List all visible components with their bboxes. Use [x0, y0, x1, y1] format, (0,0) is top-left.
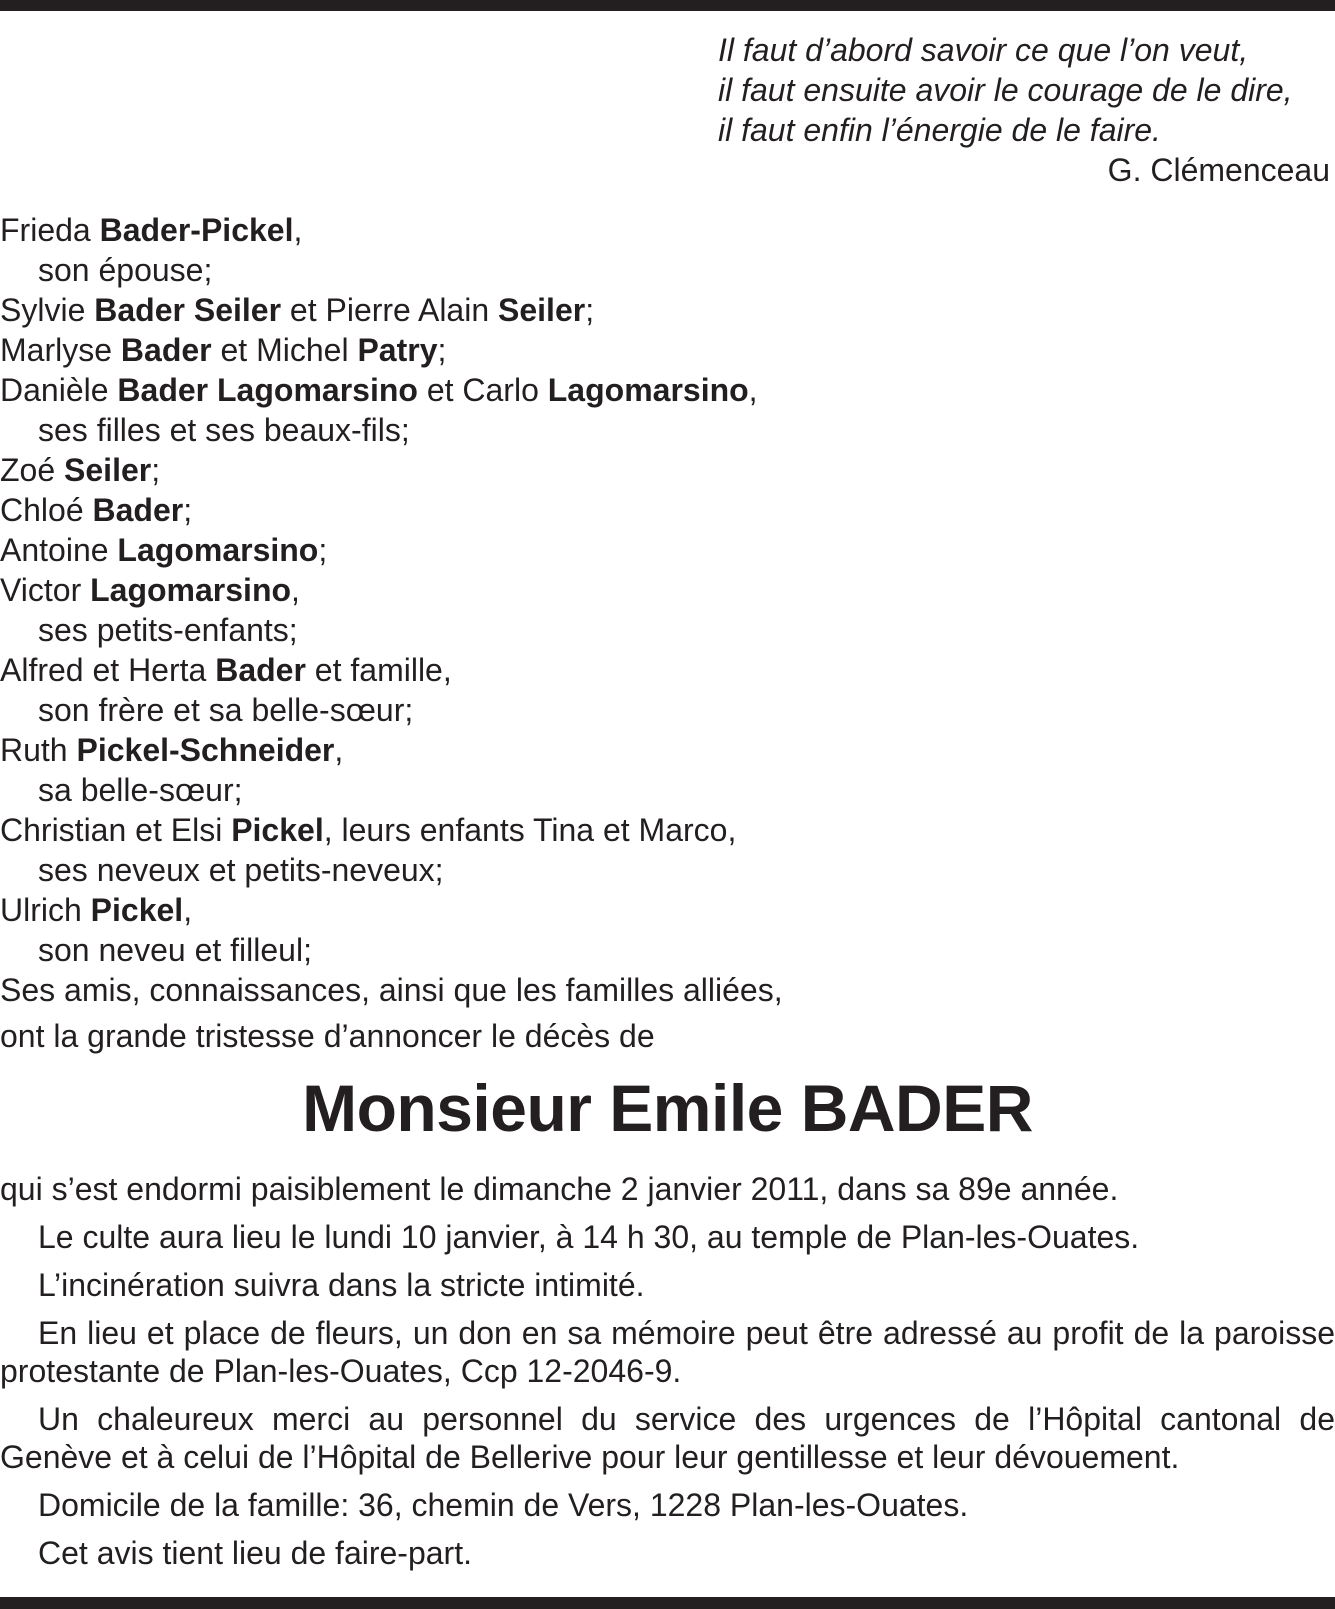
relation-label: son neveu et filleul;: [38, 932, 312, 968]
relation-label: son frère et sa belle-sœur;: [38, 692, 414, 728]
family-member: Victor Lagomarsino,: [0, 572, 300, 608]
quote-line: il faut enfin l’énergie de le faire.: [718, 112, 1161, 148]
relation-label: ses filles et ses beaux-fils;: [38, 412, 410, 448]
family-member: Danièle Bader Lagomarsino et Carlo Lagomarsino,: [0, 372, 758, 408]
family-member: Marlyse Bader et Michel Patry;: [0, 332, 447, 368]
epigraph-quote: [718, 30, 1330, 190]
paragraph: L’incinération suivra dans la stricte intimité.: [38, 1267, 645, 1303]
relation-label: ses neveux et petits-neveux;: [38, 852, 444, 888]
relation-label: sa belle-sœur;: [38, 772, 243, 808]
family-member: Zoé Seiler;: [0, 452, 161, 488]
paragraph: Un chaleureux merci au personnel du service des urgences de l’Hôpital cantonal de Genève et à celui de l’Hôpital de Bellerive pour leur gentillesse et leur dévouement.: [0, 1401, 1335, 1475]
announcement-line: ont la grande tristesse d’annoncer le décès de: [0, 1018, 655, 1054]
relation-label: son épouse;: [38, 252, 213, 288]
quote-line: il faut ensuite avoir le courage de le dire,: [718, 72, 1293, 108]
family-member: Ruth Pickel-Schneider,: [0, 732, 344, 768]
paragraph: En lieu et place de fleurs, un don en sa mémoire peut être adressé au profit de la paroisse protestante de Plan-les-Ouates, Ccp 12-2046-9.: [0, 1315, 1335, 1389]
family-member: Ulrich Pickel,: [0, 892, 193, 928]
bottom-rule: [0, 1597, 1335, 1609]
relation-label: ses petits-enfants;: [38, 612, 298, 648]
paragraph: Le culte aura lieu le lundi 10 janvier, à 14 h 30, au temple de Plan-les-Ouates.: [38, 1219, 1140, 1255]
paragraph: Domicile de la famille: 36, chemin de Vers, 1228 Plan-les-Ouates.: [38, 1487, 969, 1523]
notice-body: [0, 1170, 1335, 1582]
family-member: Chloé Bader;: [0, 492, 193, 528]
paragraph: Cet avis tient lieu de faire-part.: [38, 1535, 472, 1571]
family-member: Ses amis, connaissances, ainsi que les familles alliées,: [0, 972, 783, 1008]
paragraph: qui s’est endormi paisiblement le dimanche 2 janvier 2011, dans sa 89e année.: [0, 1171, 1119, 1207]
family-member: Antoine Lagomarsino;: [0, 532, 328, 568]
family-member: Alfred et Herta Bader et famille,: [0, 652, 452, 688]
quote-author: G. Clémenceau: [1107, 152, 1330, 188]
family-list: [0, 210, 1335, 1010]
family-member: Sylvie Bader Seiler et Pierre Alain Seiler;: [0, 292, 595, 328]
quote-line: Il faut d’abord savoir ce que l’on veut,: [718, 32, 1249, 68]
family-member: Frieda Bader-Pickel,: [0, 212, 303, 248]
family-member: Christian et Elsi Pickel, leurs enfants Tina et Marco,: [0, 812, 737, 848]
deceased-name: Monsieur Emile BADER: [302, 1071, 1033, 1145]
top-rule: [0, 0, 1335, 11]
